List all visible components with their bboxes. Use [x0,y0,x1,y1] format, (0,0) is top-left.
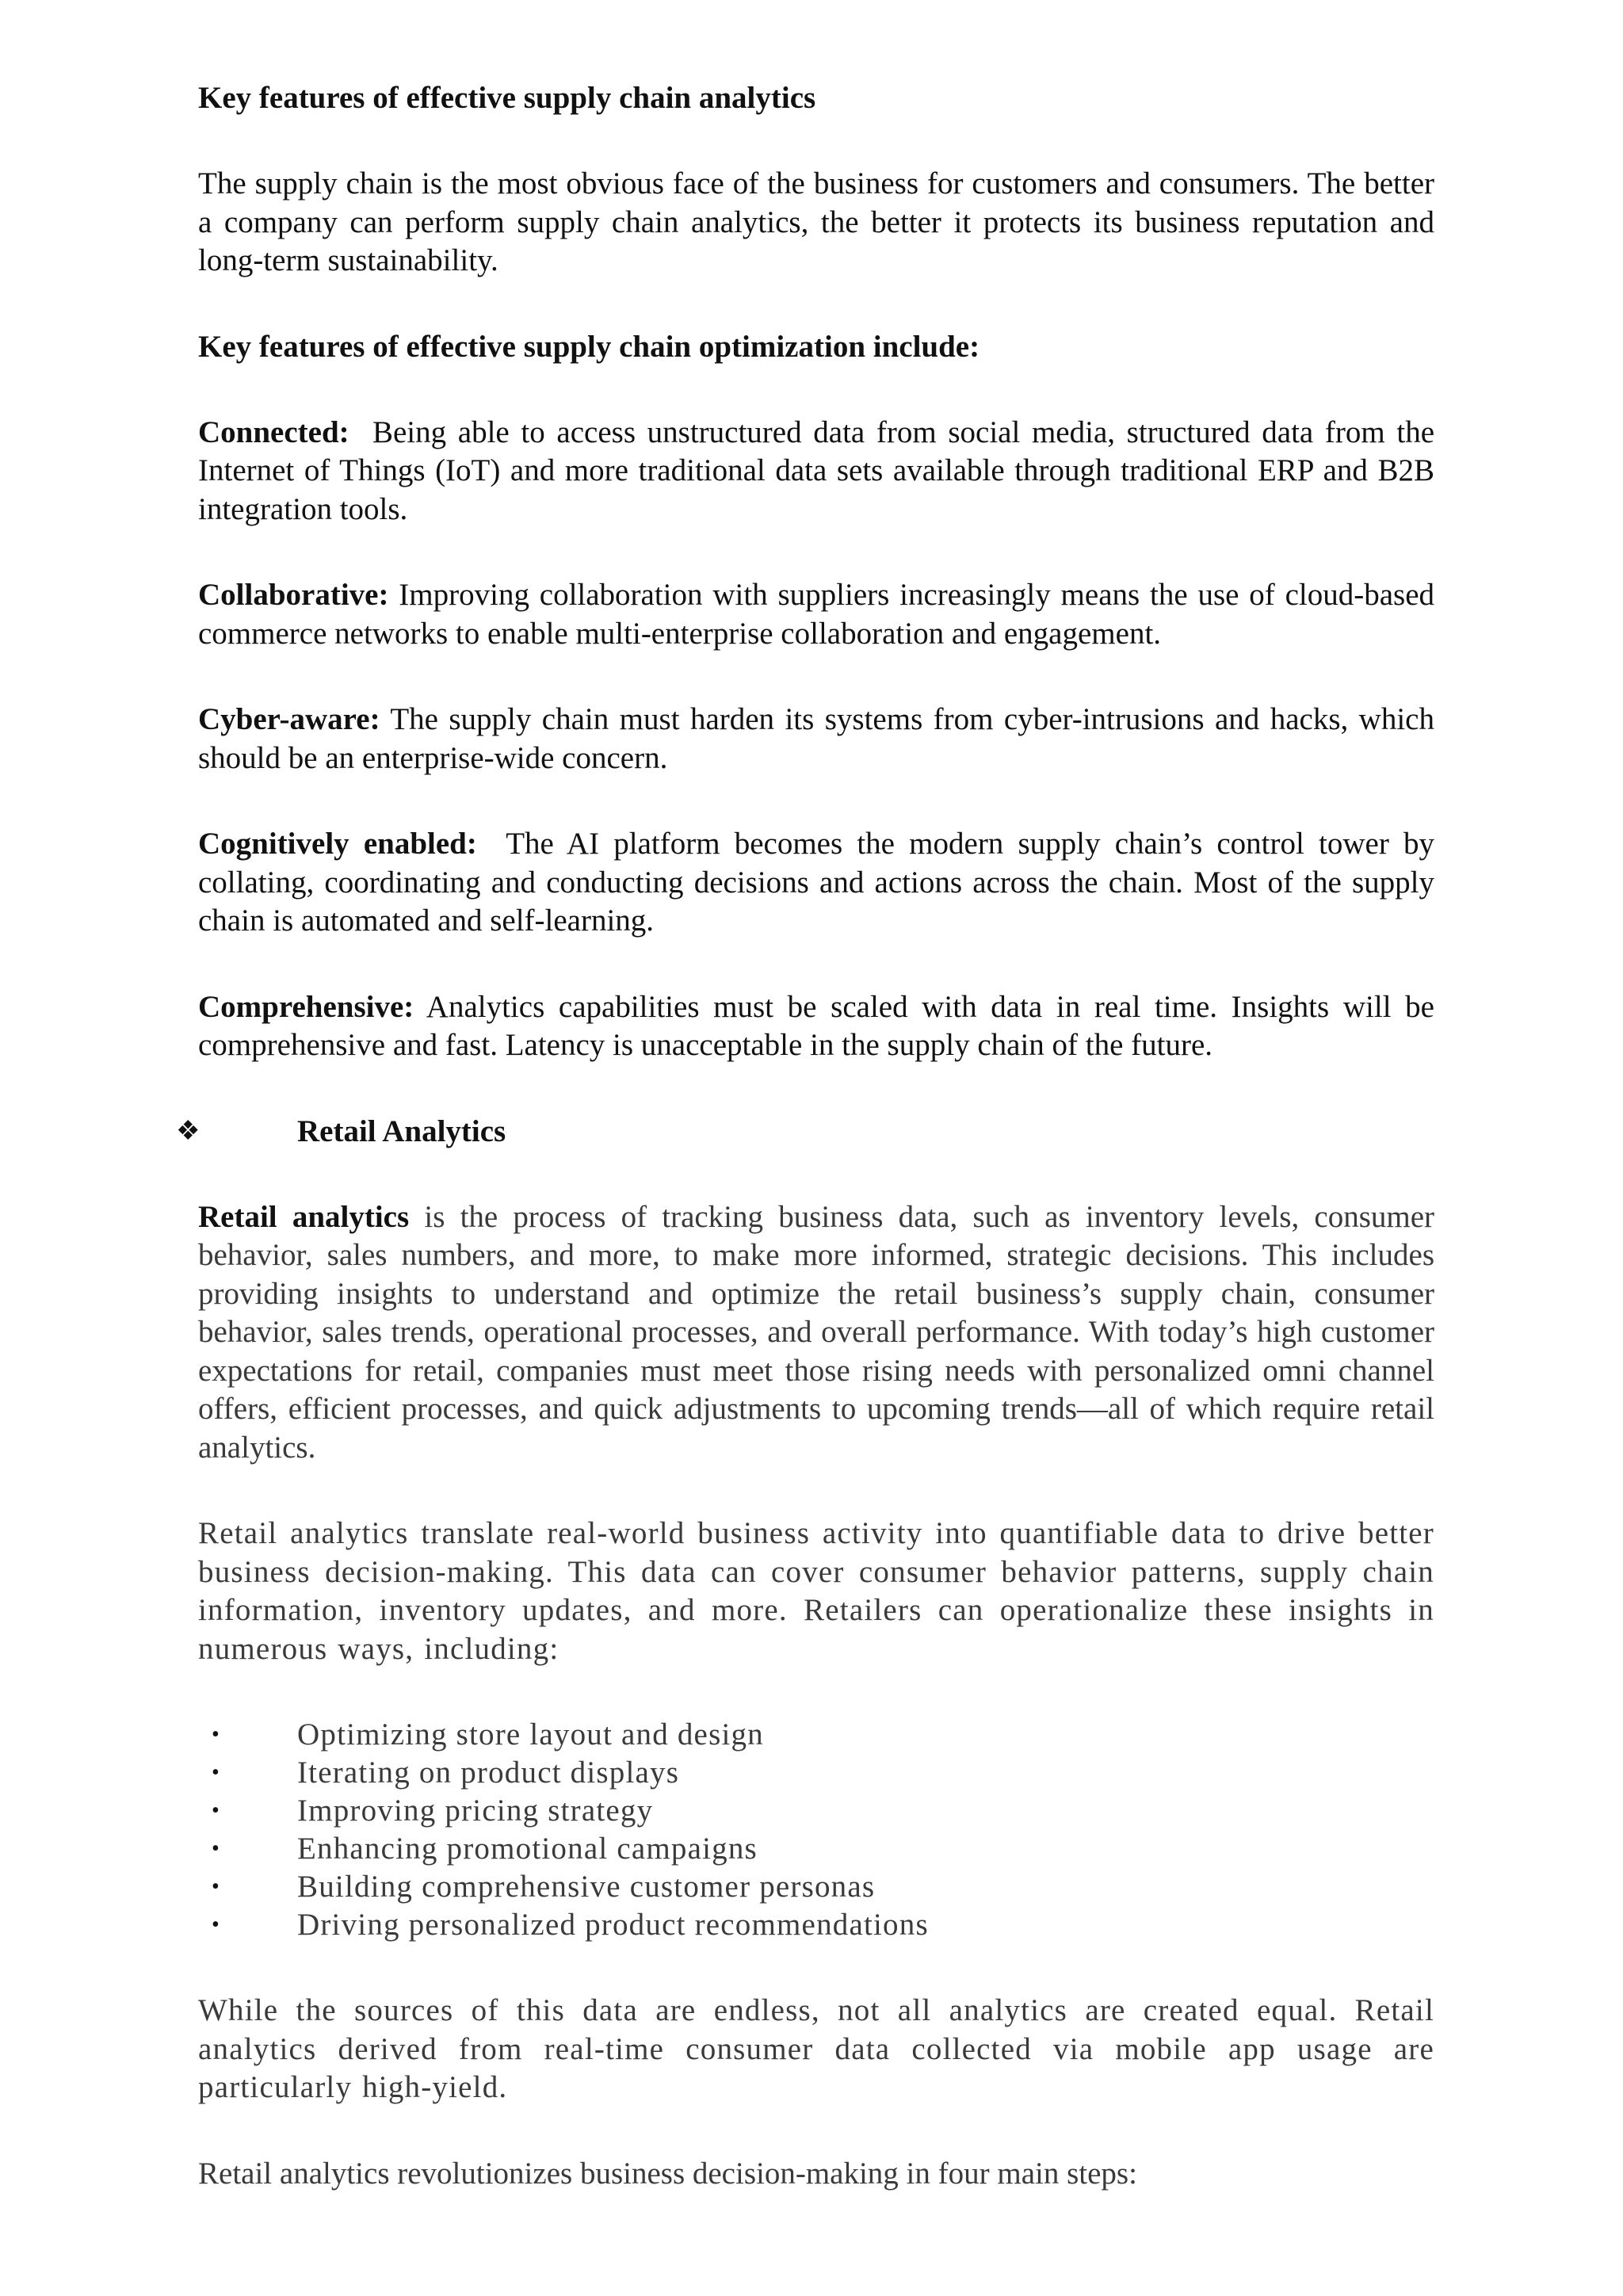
bullet-dot-icon: • [212,1722,221,1747]
list-item-text: Enhancing promotional campaigns [297,1832,758,1866]
feature-term: Connected: [198,415,349,449]
list-item [198,1830,1434,1868]
list-item [198,1906,1434,1944]
retail-uses-list [198,1716,1434,1944]
feature-text: The AI platform becomes the modern supply chain’s control tower by collating, coordinating and conducting decisions and actions across the chain. Most of the supply chain is automated and self-learning. [198,827,1434,938]
feature-term: Comprehensive: [198,989,414,1024]
feature-collaborative [198,576,1434,653]
feature-term: Cognitively enabled: [198,827,477,861]
retail-paragraph-2: Retail analytics translate real-world business activity into quantifiable data to drive better business decision-making. This data can cover consumer behavior patterns, supply chain information, inventory updates, and more. Retailers can operationalize these insights in numerous ways, including: [198,1516,1434,1666]
feature-text: Improving collaboration with suppliers increasingly means the use of cloud-based commerce networks to enable multi-enterprise collaboration and engagement. [198,578,1434,651]
feature-text: Analytics capabilities must be scaled with data in real time. Insights will be comprehensive and fast. Latency is unacceptable in the supply chain of the future. [198,989,1434,1062]
retail-paragraph-1 [198,1198,1434,1468]
feature-cognitively-enabled [198,825,1434,941]
diamond-bullet-icon: ❖ [176,1116,200,1146]
bullet-dot-icon: • [212,1760,221,1785]
retail-paragraph-3: While the sources of this data are endless, not all analytics are created equal. Retail analytics derived from real-time consumer data collected via mobile app usage are particularly high-yield. [198,1993,1434,2104]
intro-paragraph: The supply chain is the most obvious face of the business for customers and consumers. The better a company can perform supply chain analytics, the better it protects its business reputation and long-term sustainability. [198,166,1434,277]
list-item-text: Building comprehensive customer personas [297,1870,876,1904]
list-item [198,1754,1434,1792]
feature-text: The supply chain must harden its systems from cyber-intrusions and hacks, which should be an enterprise-wide concern. [198,702,1434,775]
list-item-text: Driving personalized product recommendations [297,1908,929,1942]
feature-term: Cyber-aware: [198,702,380,736]
heading-supply-chain-analytics: Key features of effective supply chain analytics [198,81,816,115]
bullet-dot-icon: • [212,1798,221,1823]
list-item-text: Optimizing store layout and design [297,1717,764,1752]
feature-text: Being able to access unstructured data from social media, structured data from the Internet of Things (IoT) and more traditional data sets available through traditional ERP and B2B integration tools. [198,415,1434,526]
list-item-text: Iterating on product displays [297,1755,680,1790]
heading-supply-chain-optimization: Key features of effective supply chain optimization include: [198,329,980,364]
retail-term: Retail analytics [198,1199,410,1234]
retail-paragraph-1-text: is the process of tracking business data, such as inventory levels, consumer behavior, sales numbers, and more, to make more informed, strategic decisions. This includes providing insights to understand and optimize the retail business’s supply chain, consumer behavior, sales trends, operational processes, and overall performance. With today’s high customer expectations for retail, companies must meet those rising needs with personalized omni channel offers, efficient processes, and quick adjustments to upcoming trends—all of which require retail analytics. [198,1199,1435,1465]
section-retail-analytics [176,1113,1434,1151]
feature-term: Collaborative: [198,578,389,612]
list-item [198,1792,1434,1830]
feature-connected [198,414,1434,529]
list-item [198,1716,1434,1754]
bullet-dot-icon: • [212,1874,221,1899]
feature-cyber-aware [198,701,1434,777]
feature-comprehensive [198,988,1434,1065]
list-item [198,1868,1434,1906]
bullet-dot-icon: • [212,1912,221,1937]
retail-paragraph-4: Retail analytics revolutionizes business decision-making in four main steps: [198,2156,1137,2191]
bullet-dot-icon: • [212,1836,221,1861]
document-page [176,79,1435,2193]
section-title: Retail Analytics [297,1114,506,1148]
list-item-text: Improving pricing strategy [297,1794,654,1828]
